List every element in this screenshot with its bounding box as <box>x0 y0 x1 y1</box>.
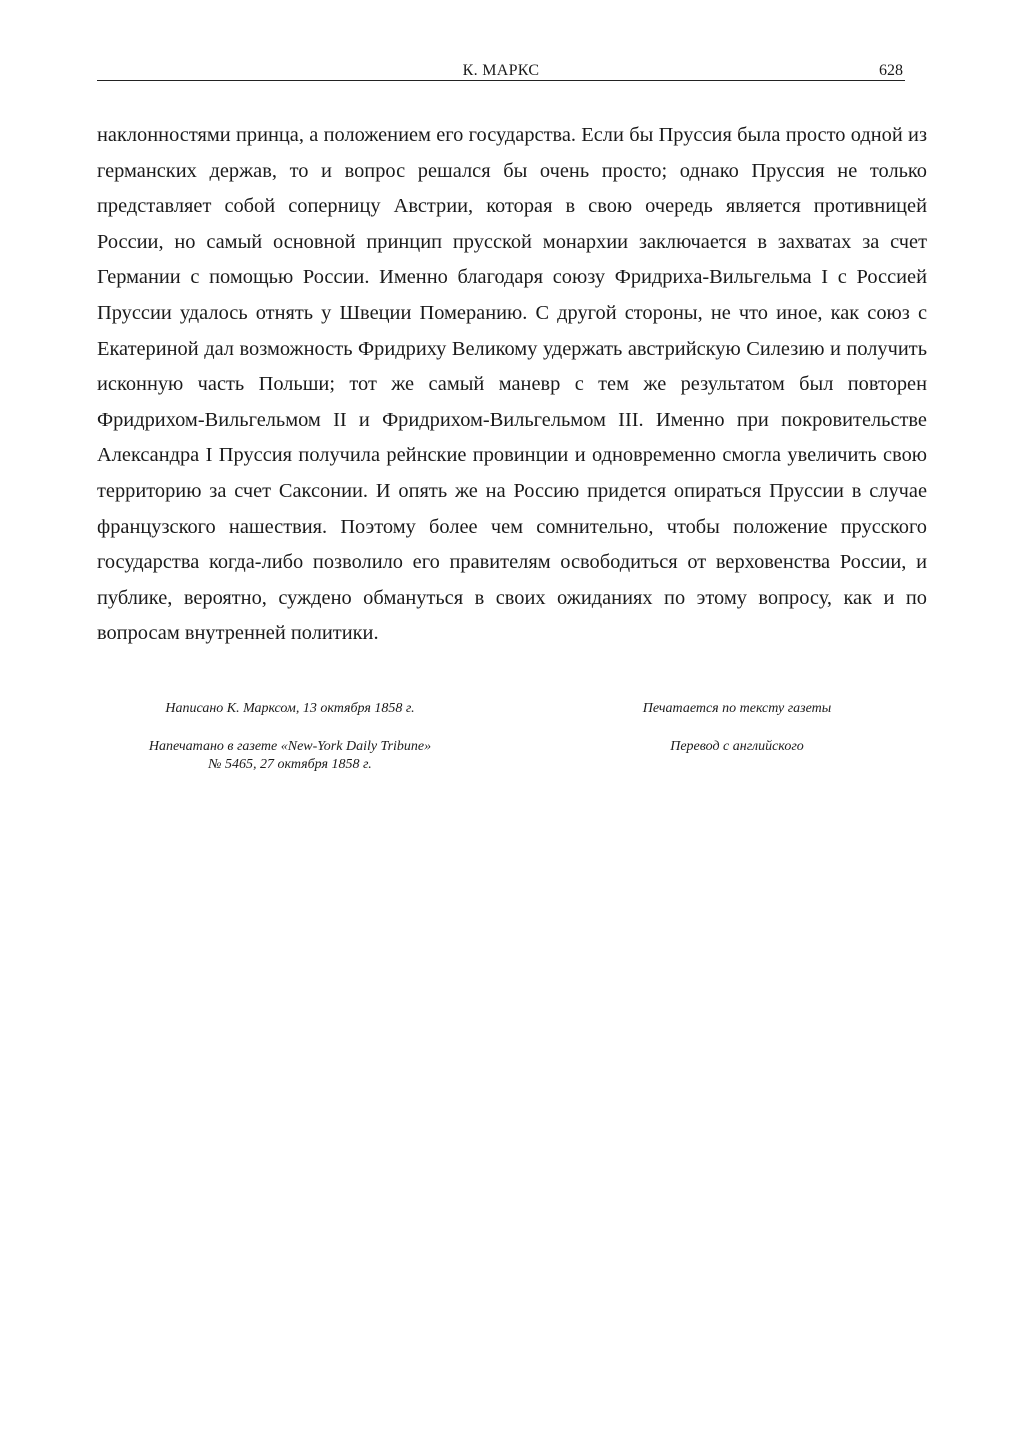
translation-note: Перевод с английского <box>670 739 804 754</box>
running-head-title: К. МАРКС <box>462 62 540 79</box>
printed-note-line1: Напечатано в газете «New-York Daily Tribune» <box>148 739 432 754</box>
source-note: Печатается по тексту газеты <box>642 701 832 716</box>
printed-note-line2: № 5465, 27 октября 1858 г. <box>208 757 372 772</box>
publication-notes <box>97 700 927 790</box>
publication-notes-left <box>125 700 455 774</box>
body-paragraph: наклонностями принца, а положением его государства. Если бы Пруссия была просто одной из германских держав, то и вопрос решался бы очень просто; однако Пруссия не только представляет собой соперницу Австрии, которая в свою очередь является противницей России, но самый основной принцип прусской монархии заключается в захватах за счет Германии с помощью России. Именно благодаря союзу Фридриха-Вильгельма I с Россией Пруссии удалось отнять у Швеции Померанию. С другой стороны, не что иное, как союз с Екатериной дал возможность Фридриху Великому удержать австрийскую Силезию и получить исконную часть Польши; тот же самый маневр с тем же результатом был повторен Фридрихом-Вильгельмом II и Фридрихом-Вильгельмом III. Именно при покровительстве Александра I Пруссия получила рейнские провинции и одновременно смогла увеличить свою территорию за счет Саксонии. И опять же на Россию придется опираться Пруссии в случае французского нашествия. Поэтому более чем сомнительно, чтобы положение прусского государства когда-либо позволило его правителям освободиться от верховенства России, и публике, вероятно, суждено обмануться в своих ожиданиях по этому вопросу, как и по вопросам внутренней политики. <box>97 124 927 645</box>
written-note: Написано К. Марксом, 13 октября 1858 г. <box>165 701 415 716</box>
running-head <box>97 60 905 81</box>
publication-notes-right <box>577 700 897 756</box>
page-number: 628 <box>879 62 903 79</box>
